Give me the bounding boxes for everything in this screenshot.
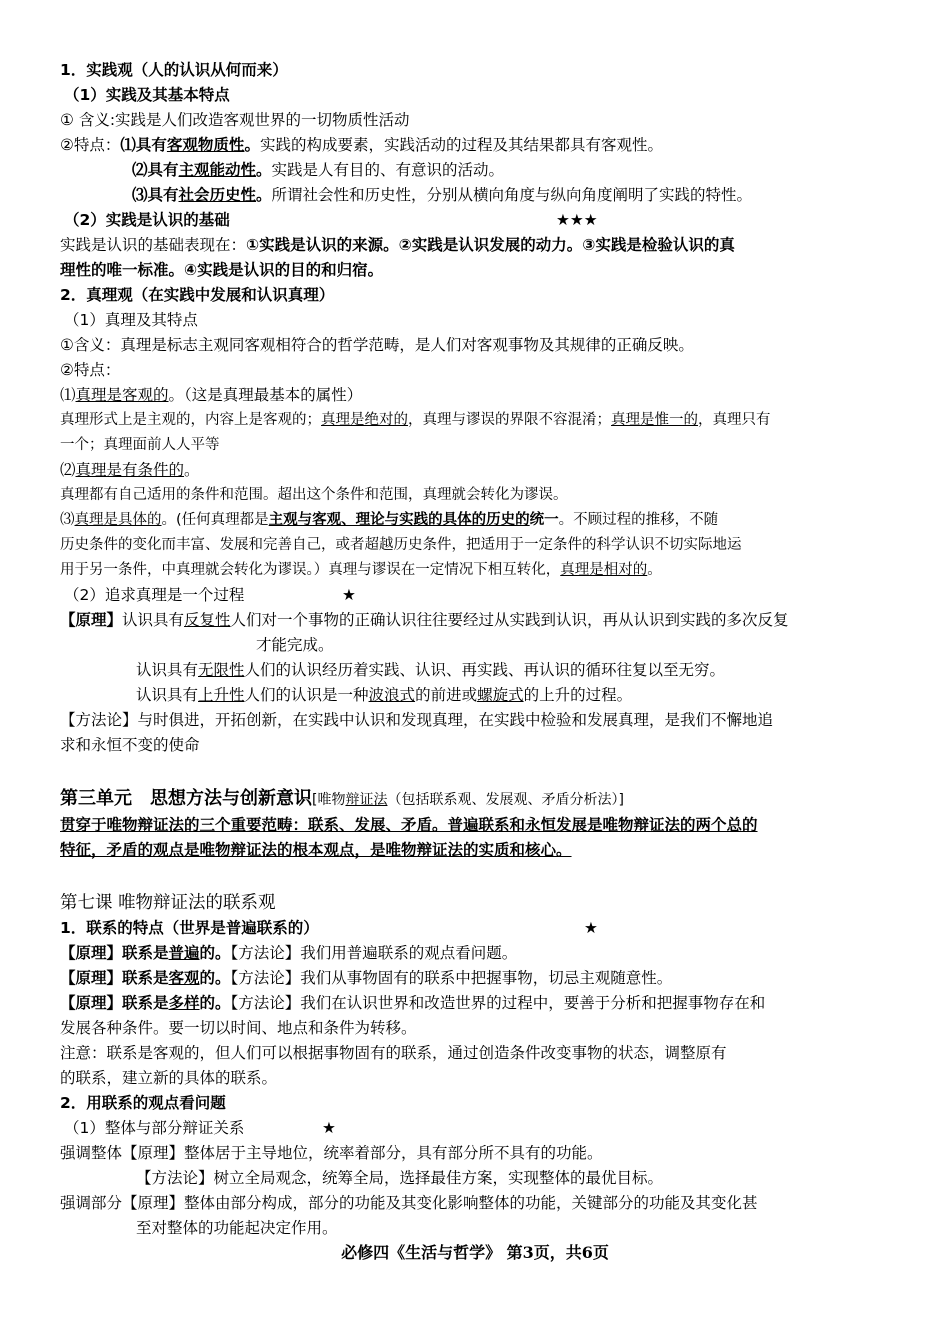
- principle-infinity: 认识具有无限性人们的认识经历着实践、认识、再实践、再认识的循环往复以至无穷。: [136, 661, 726, 679]
- truth-concrete-detail-1: 历史条件的变化而丰富、发展和完善自己，或者超越历史条件，把适用于一定条件的科学认识不切实际地运: [60, 537, 742, 553]
- principle-repetition-cont: 才能完成。: [256, 636, 334, 654]
- subsection-practice-features: （1）实践及其基本特点: [64, 86, 230, 104]
- connection-features-title: 1．联系的特点（世界是普遍联系的） ★: [60, 916, 895, 941]
- unit-three-summary-2: 特征，矛盾的观点是唯物辩证法的根本观点，是唯物辩证法的实质和核心。: [60, 841, 572, 859]
- practice-basis-line-1: 实践是认识的基础表现在：①实践是认识的来源。②实践是认识发展的动力。③实践是检验认识的真: [60, 236, 735, 254]
- connection-diverse-cont: 发展各种条件。要一切以时间、地点和条件为转移。: [60, 1019, 417, 1037]
- connection-universal: 【原理】联系是普遍的。【方法论】我们用普遍联系的观点看问题。: [60, 944, 518, 962]
- truth-objective: ⑴真理是客观的。（这是真理最基本的属性）: [60, 386, 363, 404]
- whole-part-subtitle: （1）整体与部分辩证关系 ★: [60, 1116, 895, 1141]
- truth-conditional: ⑵真理是有条件的。: [60, 461, 200, 479]
- importance-star: ★: [342, 586, 356, 604]
- connection-objective: 【原理】联系是客观的。【方法论】我们从事物固有的联系中把握事物，切忌主观随意性。: [60, 969, 673, 987]
- truth-concrete-detail-2: 用于另一条件，中真理就会转化为谬误。）真理与谬误在一定情况下相互转化，真理是相对的。: [60, 562, 662, 578]
- unit-three-heading: 第三单元 思想方法与创新意识[唯物辩证法（包括联系观、发展观、矛盾分析法）]: [60, 788, 624, 809]
- section-truth-title: 2．真理观（在实践中发展和认识真理）: [60, 286, 335, 304]
- practice-feature-2: ⑵具有主观能动性。实践是人有目的、有意识的活动。: [132, 161, 505, 179]
- methodology-line-1: 【方法论】与时俱进，开拓创新，在实践中认识和发现真理，在实践中检验和发展真理，是我们不懈地追: [60, 711, 774, 729]
- importance-star: ★: [322, 1119, 336, 1137]
- subsection-truth-features: （1）真理及其特点: [64, 311, 198, 329]
- lesson-seven-title: 第七课 唯物辩证法的联系观: [60, 893, 276, 913]
- practice-basis-line-2: 理性的唯一标准。④实践是认识的目的和归宿。: [60, 261, 384, 279]
- emphasize-part-principle-cont: 至对整体的功能起决定作用。: [136, 1219, 338, 1237]
- truth-definition: ①含义：真理是标志主观同客观相符合的哲学范畴，是人们对客观事物及其规律的正确反映。: [60, 336, 694, 354]
- connection-note-2: 的联系，建立新的具体的联系。: [60, 1069, 278, 1087]
- importance-stars: ★★★: [556, 211, 598, 229]
- methodology-line-2: 求和永恒不变的使命: [60, 736, 200, 754]
- practice-definition: ① 含义:实践是人们改造客观世界的一切物质性活动: [60, 111, 410, 129]
- truth-feature-label: ②特点：: [60, 361, 121, 379]
- section-practice-title: 1．实践观（人的认识从何而来）: [60, 61, 288, 79]
- unit-three-summary-1: 贯穿于唯物辩证法的三个重要范畴：联系、发展、矛盾。普遍联系和永恒发展是唯物辩证法的两个总的: [60, 816, 758, 834]
- truth-concrete: ⑶真理是具体的。(任何真理都是主观与客观、理论与实践的具体的历史的统一。不顾过程的推移，不随: [60, 512, 719, 528]
- emphasize-whole-method: 【方法论】树立全局观念，统筹全局，选择最佳方案，实现整体的最优目标。: [136, 1169, 664, 1187]
- connection-diverse: 【原理】联系是多样的。【方法论】我们在认识世界和改造世界的过程中，要善于分析和把握事物存在和: [60, 994, 766, 1012]
- connection-view-title: 2．用联系的观点看问题: [60, 1094, 226, 1112]
- principle-repetition: 【原理】认识具有反复性人们对一个事物的正确认识往往要经过从实践到认识，再从认识到实践的多次反复: [60, 611, 789, 629]
- truth-objective-detail-2: 一个；真理面前人人平等: [60, 437, 220, 453]
- practice-feature-3: ⑶具有社会历史性。所谓社会性和历史性，分别从横向角度与纵向角度阐明了实践的特性。: [132, 186, 753, 204]
- connection-note-1: 注意：联系是客观的，但人们可以根据事物固有的联系，通过创造条件改变事物的状态，调整原有: [60, 1044, 727, 1062]
- subsection-practice-basis: （2）实践是认识的基础 ★★★: [60, 208, 895, 233]
- practice-feature-1: ②特点：⑴具有客观物质性。实践的构成要素，实践活动的过程及其结果都具有客观性。: [60, 136, 663, 154]
- truth-conditional-detail: 真理都有自己适用的条件和范围。超出这个条件和范围，真理就会转化为谬误。: [60, 487, 568, 503]
- emphasize-part-principle: 强调部分【原理】整体由部分构成，部分的功能及其变化影响整体的功能，关键部分的功能及其变化甚: [60, 1194, 758, 1212]
- page-footer: 必修四《生活与哲学》 第3页，共6页: [341, 1243, 609, 1262]
- emphasize-whole-principle: 强调整体【原理】整体居于主导地位，统率着部分，具有部分所不具有的功能。: [60, 1144, 603, 1162]
- document-page: [60, 58, 895, 1241]
- importance-star: ★: [584, 919, 598, 937]
- truth-objective-detail-1: 真理形式上是主观的，内容上是客观的；真理是绝对的，真理与谬误的界限不容混淆；真理是惟一的，真理只有: [60, 412, 771, 428]
- subsection-truth-process: （2）追求真理是一个过程 ★: [60, 583, 895, 608]
- principle-ascending: 认识具有上升性人们的认识是一种波浪式的前进或螺旋式的上升的过程。: [136, 686, 633, 704]
